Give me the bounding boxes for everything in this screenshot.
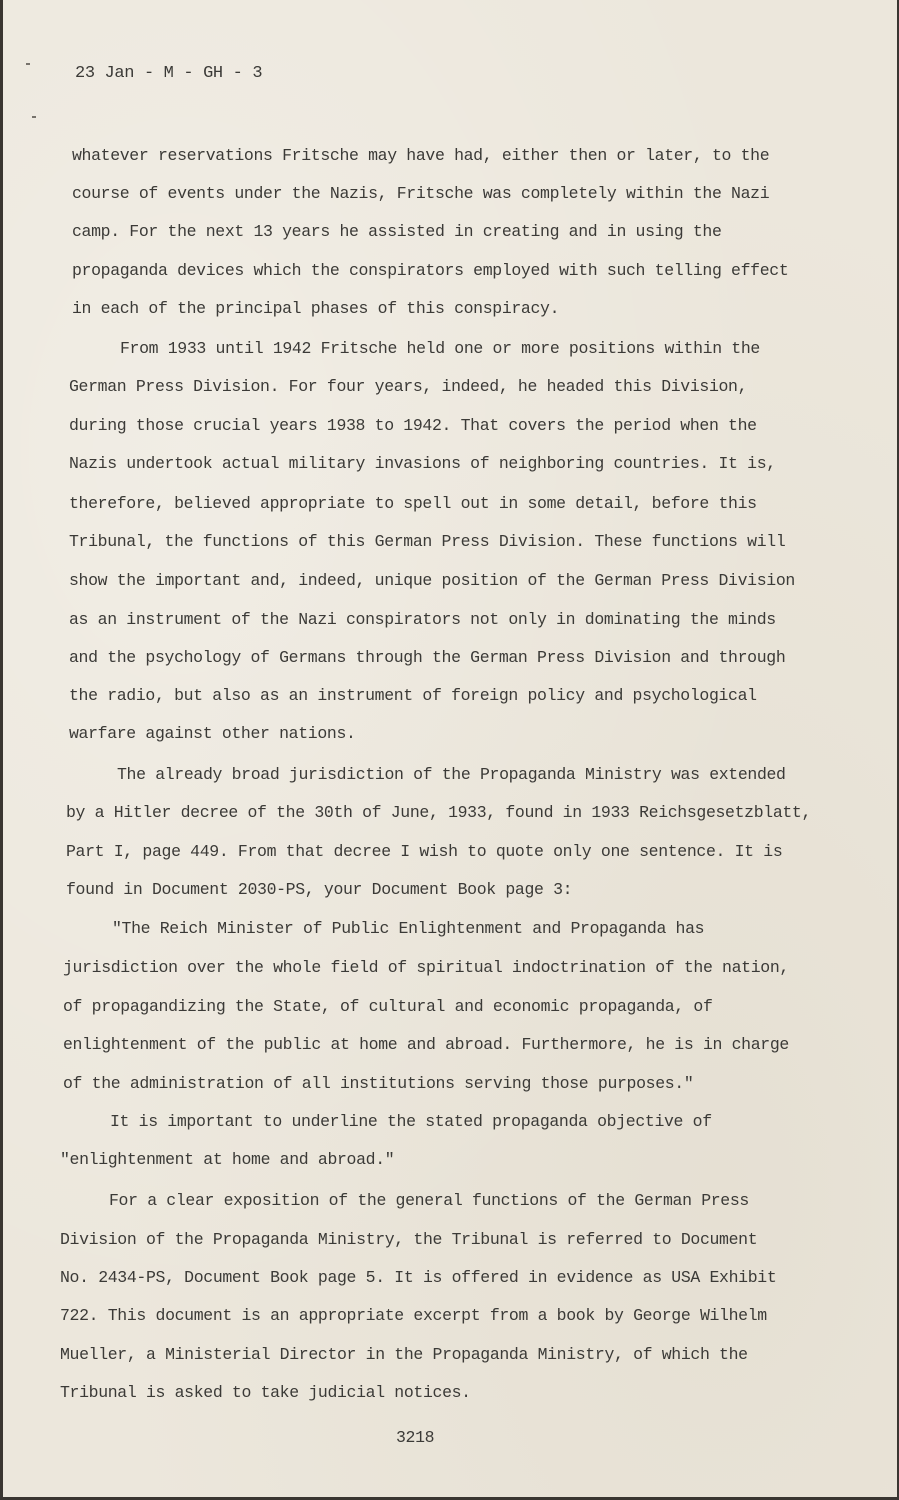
text-line: Mueller, a Ministerial Director in the Propaganda Ministry, of which the [60, 1345, 748, 1364]
text-line: No. 2434-PS, Document Book page 5. It is offered in evidence as USA Exhibit [60, 1268, 777, 1287]
text-line: and the psychology of Germans through the German Press Division and through [69, 648, 786, 667]
text-line: propaganda devices which the conspirators employed with such telling effect [72, 261, 789, 280]
text-line: It is important to underline the stated propaganda objective of [110, 1112, 712, 1131]
text-line: From 1933 until 1942 Fritsche held one or more positions within the [120, 339, 760, 358]
text-line: as an instrument of the Nazi conspirators not only in dominating the minds [69, 610, 776, 629]
text-line: whatever reservations Fritsche may have had, either then or later, to the [72, 146, 770, 165]
text-line: by a Hitler decree of the 30th of June, 1933, found in 1933 Reichsgesetzblatt, [66, 803, 812, 822]
text-line: Division of the Propaganda Ministry, the Tribunal is referred to Document [60, 1230, 758, 1249]
text-line: Part I, page 449. From that decree I wish to quote only one sentence. It is [66, 842, 783, 861]
quote-line: jurisdiction over the whole field of spiritual indoctrination of the nation, [63, 958, 789, 977]
text-line: camp. For the next 13 years he assisted in creating and in using the [72, 222, 722, 241]
page-number: 3218 [396, 1428, 435, 1447]
quote-line: "The Reich Minister of Public Enlightenment and Propaganda has [112, 919, 705, 938]
document-page [3, 0, 897, 1497]
text-line: warfare against other nations. [69, 724, 356, 743]
text-line: For a clear exposition of the general functions of the German Press [109, 1191, 749, 1210]
text-line: course of events under the Nazis, Fritsche was completely within the Nazi [72, 184, 770, 203]
quote-line: of the administration of all institutions serving those purposes." [63, 1074, 694, 1093]
margin-mark [32, 116, 36, 118]
text-line: during those crucial years 1938 to 1942. That covers the period when the [69, 416, 757, 435]
text-line: Tribunal, the functions of this German Press Division. These functions will [69, 532, 786, 551]
text-line: 722. This document is an appropriate excerpt from a book by George Wilhelm [60, 1306, 767, 1325]
margin-mark [26, 63, 30, 65]
quote-line: of propagandizing the State, of cultural and economic propaganda, of [63, 997, 713, 1016]
text-line: The already broad jurisdiction of the Propaganda Ministry was extended [117, 765, 786, 784]
text-line: Tribunal is asked to take judicial notices. [60, 1383, 471, 1402]
text-line: the radio, but also as an instrument of foreign policy and psychological [69, 686, 757, 705]
page-header: 23 Jan - M - GH - 3 [75, 64, 263, 83]
text-line: "enlightenment at home and abroad." [60, 1150, 395, 1169]
text-line: in each of the principal phases of this conspiracy. [72, 299, 560, 318]
text-line: Nazis undertook actual military invasions of neighboring countries. It is, [69, 454, 776, 473]
quote-line: enlightenment of the public at home and abroad. Furthermore, he is in charge [63, 1035, 789, 1054]
text-line: German Press Division. For four years, indeed, he headed this Division, [69, 377, 748, 396]
text-line: show the important and, indeed, unique position of the German Press Division [69, 571, 795, 590]
text-line: found in Document 2030-PS, your Document Book page 3: [66, 880, 573, 899]
text-line: therefore, believed appropriate to spell out in some detail, before this [69, 494, 757, 513]
